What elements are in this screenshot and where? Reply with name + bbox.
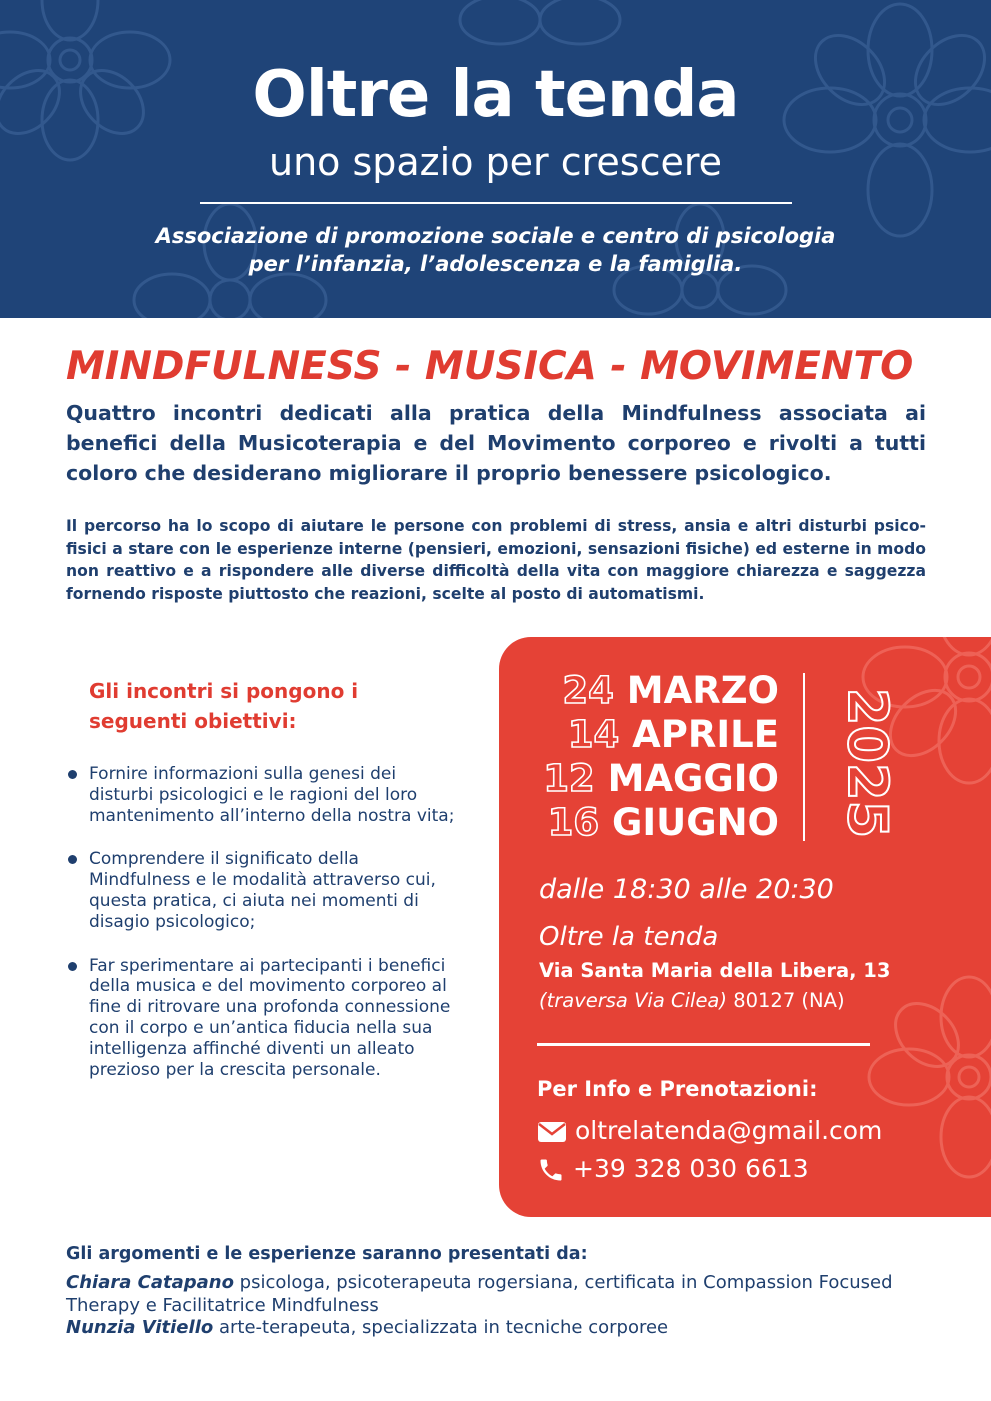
- date-month: MAGGIO: [607, 757, 779, 800]
- date-month: MARZO: [626, 669, 779, 712]
- objectives-heading-line-2: seguenti obiettivi:: [89, 709, 297, 733]
- page-title: Oltre la tenda: [252, 58, 739, 132]
- page-subtitle: uno spazio per crescere: [268, 140, 723, 184]
- email-link[interactable]: oltrelatenda@gmail.com: [575, 1116, 883, 1145]
- tagline-line-2: per l’infanzia, l’adolescenza e la famiglia.: [248, 252, 743, 276]
- event-venue: Oltre la tenda: [539, 922, 719, 952]
- bullet-icon: [68, 962, 77, 971]
- event-address: Via Santa Maria della Libera, 13: [539, 959, 891, 982]
- description-paragraph: Il percorso ha lo scopo di aiutare le persone con problemi di stress, ansia e altri disturbi psico-fisici a stare con le esperienze interne (pensieri, emozioni, sensazioni fisiche) ed esterne in modo non reattivo e a rispondere alle diverse difficoltà della vita con maggiore chiarezza e saggezza fornendo risposte piuttosto che reazioni, scelte al posto di automatismi.: [66, 517, 926, 603]
- date-day: 14: [567, 713, 620, 756]
- presenter-name: Chiara Catapano: [66, 1272, 234, 1293]
- presenter-name: Nunzia Vitiello: [66, 1317, 214, 1338]
- objective-text: Far sperimentare ai partecipanti i benefici della musica e del movimento corporeo al fine di ritrovare una profonda connessione con il corpo e un’antica fiducia nella sua intelligenza affinché diventi un alleato prezioso per la crescita personale.: [89, 955, 451, 1080]
- date-month: APRILE: [632, 713, 779, 756]
- event-year: 2025: [836, 687, 899, 839]
- presenters-list: [66, 1272, 946, 1340]
- phone-link[interactable]: +39 328 030 6613: [573, 1154, 809, 1183]
- contact-phone[interactable]: [537, 1153, 809, 1185]
- date-row: [543, 669, 779, 713]
- envelope-icon: [537, 1121, 567, 1143]
- event-dates: [543, 669, 779, 845]
- presenter-entry: [66, 1272, 946, 1317]
- info-heading: Per Info e Prenotazioni:: [537, 1077, 818, 1101]
- date-day: 24: [562, 669, 614, 712]
- list-item: [66, 764, 456, 826]
- info-divider: [537, 1043, 870, 1046]
- date-day: 16: [547, 801, 600, 844]
- presenter-role: arte-terapeuta, specializzata in tecniche corporee: [213, 1317, 669, 1338]
- dates-divider: [803, 673, 805, 841]
- list-item: [66, 956, 456, 1081]
- event-time: dalle 18:30 alle 20:30: [539, 874, 834, 905]
- header-banner: [0, 0, 991, 318]
- date-day: 12: [543, 757, 595, 800]
- date-row: [543, 713, 779, 757]
- contact-email[interactable]: [537, 1115, 882, 1147]
- objectives-heading: [89, 676, 449, 736]
- address-postal: 80127 (NA): [733, 989, 845, 1012]
- association-tagline: [0, 222, 991, 278]
- presenter-entry: [66, 1317, 946, 1340]
- objectives-list: [66, 764, 456, 1103]
- tagline-line-1: Associazione di promozione sociale e centro di psicologia: [155, 224, 836, 248]
- presenters-heading: Gli argomenti e le esperienze saranno presentati da:: [66, 1244, 588, 1264]
- list-item: [66, 849, 456, 932]
- bullet-icon: [68, 770, 77, 779]
- date-row: [543, 757, 779, 801]
- date-row: [543, 801, 779, 845]
- event-info-box: [499, 637, 991, 1217]
- headline: MINDFULNESS - MUSICA - MOVIMENTO: [66, 344, 914, 389]
- objective-text: Comprendere il significato della Mindfulness e le modalità attraverso cui, questa pratica, ci aiuta nei momenti di disagio psicologico;: [89, 849, 436, 932]
- objectives-heading-line-1: Gli incontri si pongono i: [89, 679, 359, 703]
- phone-icon: [537, 1156, 565, 1184]
- date-month: GIUGNO: [612, 801, 779, 844]
- title-divider: [200, 202, 792, 204]
- event-address-note: [539, 987, 845, 1015]
- bullet-icon: [68, 855, 77, 864]
- address-cross-street: (traversa Via Cilea): [539, 989, 727, 1012]
- presenter-role: psicologa, psicoterapeuta rogersiana, certificata in Compassion Focused Therapy e Facilitatrice Mindfulness: [66, 1272, 893, 1316]
- lead-paragraph: Quattro incontri dedicati alla pratica della Mindfulness associata ai benefici della Musicoterapia e del Movimento corporeo e rivolti a tutti coloro che desiderano migliorare il proprio benessere psicologico.: [66, 401, 926, 485]
- objective-text: Fornire informazioni sulla genesi dei disturbi psicologici e le ragioni del loro mantenimento all’interno della nostra vita;: [89, 764, 455, 826]
